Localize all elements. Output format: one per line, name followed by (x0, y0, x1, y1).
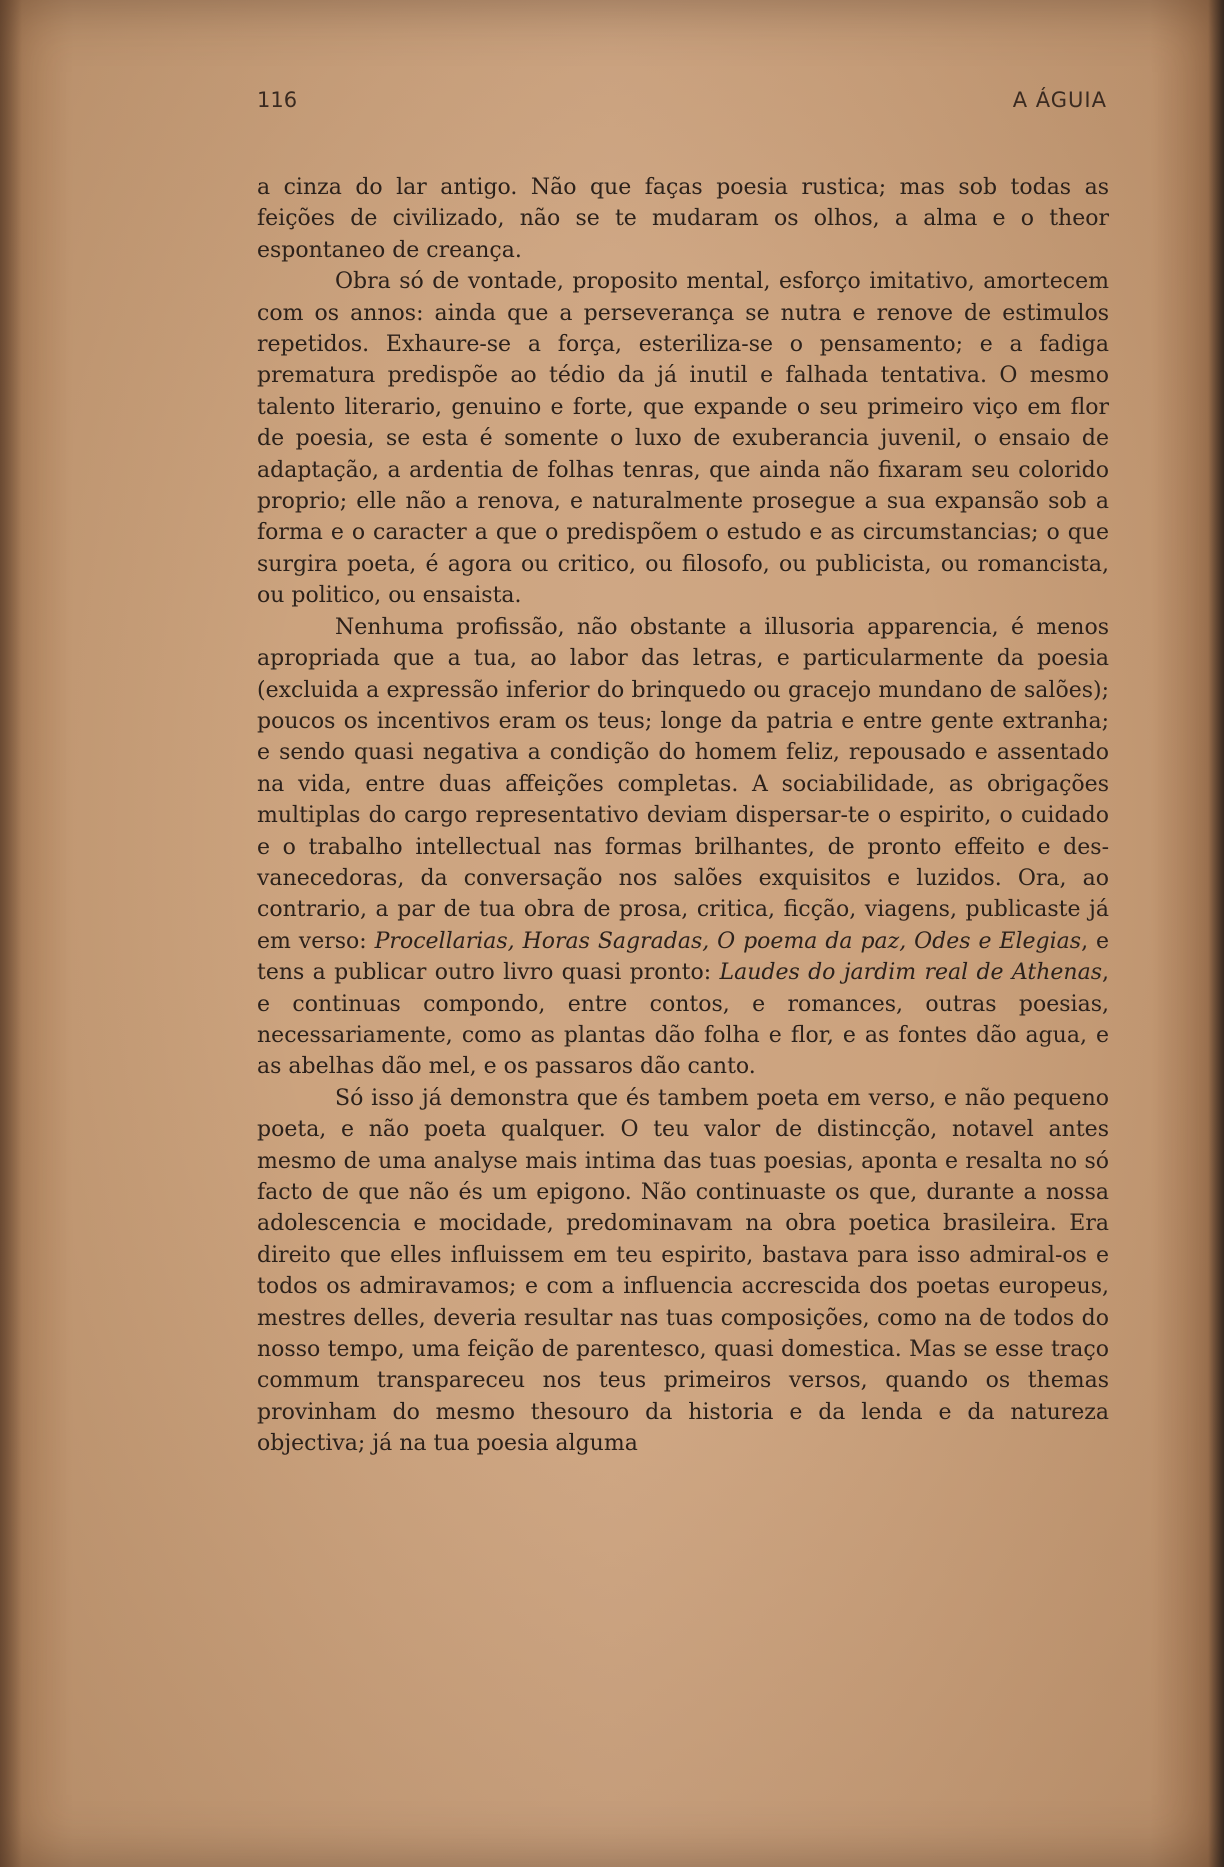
paragraph-3 (257, 612, 1109, 1083)
page-right-edge (1208, 0, 1224, 1867)
book-titles-italic: Procellarias, Horas Sagradas, O poema da paz, Odes e Elegias (374, 928, 1082, 954)
paragraph-3-text-c: , e continuas compondo, entre contos, e romances, outras poesias, necessariamente, como as plantas dão folha e flor, e as fontes dão agua, e as abelhas dão mel, e os passaros dão canto. (257, 960, 1109, 1080)
paragraph-2 (257, 266, 1109, 611)
paragraph-3-text-a: Nenhuma profissão, não obstante a illusoria apparencia, é menos apropriada que a tua, ao labor das letras, e particularmente da poesia (excluida a expressão inferior do brinquedo ou gracejo mundano de salões); poucos os incentivos eram os teus; longe da patria e entre gente extranha; e sendo quasi negativa a condição do homem feliz, repousado e assentado na vida, entre duas affeições completas. A sociabilidade, as obrigações multiplas do cargo representativo deviam dispersar-te o espirito, o cuidado e o trabalho intellectual nas formas brilhantes, de pronto effeito e desvanecedoras, da conversação nos salões exquisitos e luzidos. Ora, ao contrario, a par de tua obra de prosa, critica, ficção, viagens, publicaste já em verso: (257, 614, 1109, 954)
forthcoming-book-title-italic: Laudes do jardim real de Athenas (719, 960, 1102, 986)
paragraph-1-text: a cinza do lar antigo. Não que faças poesia rustica; mas sob todas as feições de civilizado, não se te mudaram os olhos, a alma e o theor espontaneo de creança. (257, 175, 1109, 263)
paragraph-4 (257, 1083, 1109, 1460)
paragraph-3-text-b: , e tens a publicar outro livro quasi pronto: (257, 928, 1110, 986)
paragraph-2-text: Obra só de vontade, proposito mental, esforço imitativo, amortecem com os annos: ainda que a perseverança se nutra e renove de estimulos repetidos. Exhaure-se a força, esteriliza-se o pensamento; e a fadiga prematura predispõe ao tédio da já inutil e falhada tentativa. O mesmo talento literario, genuino e forte, que expande o seu primeiro viço em flor de poesia, se esta é somente o luxo de exuberancia juvenil, o ensaio de adaptação, a ardentia de folhas tenras, que ainda não fixaram seu colorido proprio; elle não a renova, e naturalmente prosegue a sua expansão sob a forma e o caracter a que o predispõem o estudo e as circumstancias; o que surgira poeta, é agora ou critico, ou filosofo, ou publicista, ou romancista, ou politico, ou ensaista. (257, 269, 1109, 609)
page-number: 116 (257, 88, 298, 112)
paragraph-4-text: Só isso já demonstra que és tambem poeta em verso, e não pequeno poeta, e não poeta qualquer. O teu valor de distincção, notavel antes mesmo de uma analyse mais intima das tuas poesias, aponta e resalta no só facto de que não és um epigono. Não continuaste os que, durante a nossa adolescencia e mocidade, predominavam na obra poetica brasileira. Era direito que elles influissem em teu espirito, bastava para isso admiral-os e todos os admiravamos; e com a influencia accrescida dos poetas europeus, mestres delles, deveria resultar nas tuas composições, como na de todos do nosso tempo, uma feição de parentesco, quasi domestica. Mas se esse traço commum transpareceu nos teus primeiros versos, quando os themas provinham do mesmo thesouro da historia e da lenda e da natureza objectiva; já na tua poesia alguma (257, 1085, 1109, 1457)
paragraph-1 (257, 172, 1109, 266)
running-head: A ÁGUIA (1012, 88, 1107, 112)
body-text (257, 172, 1109, 1460)
page-header (257, 88, 1107, 118)
page-left-shadow (0, 0, 22, 1867)
